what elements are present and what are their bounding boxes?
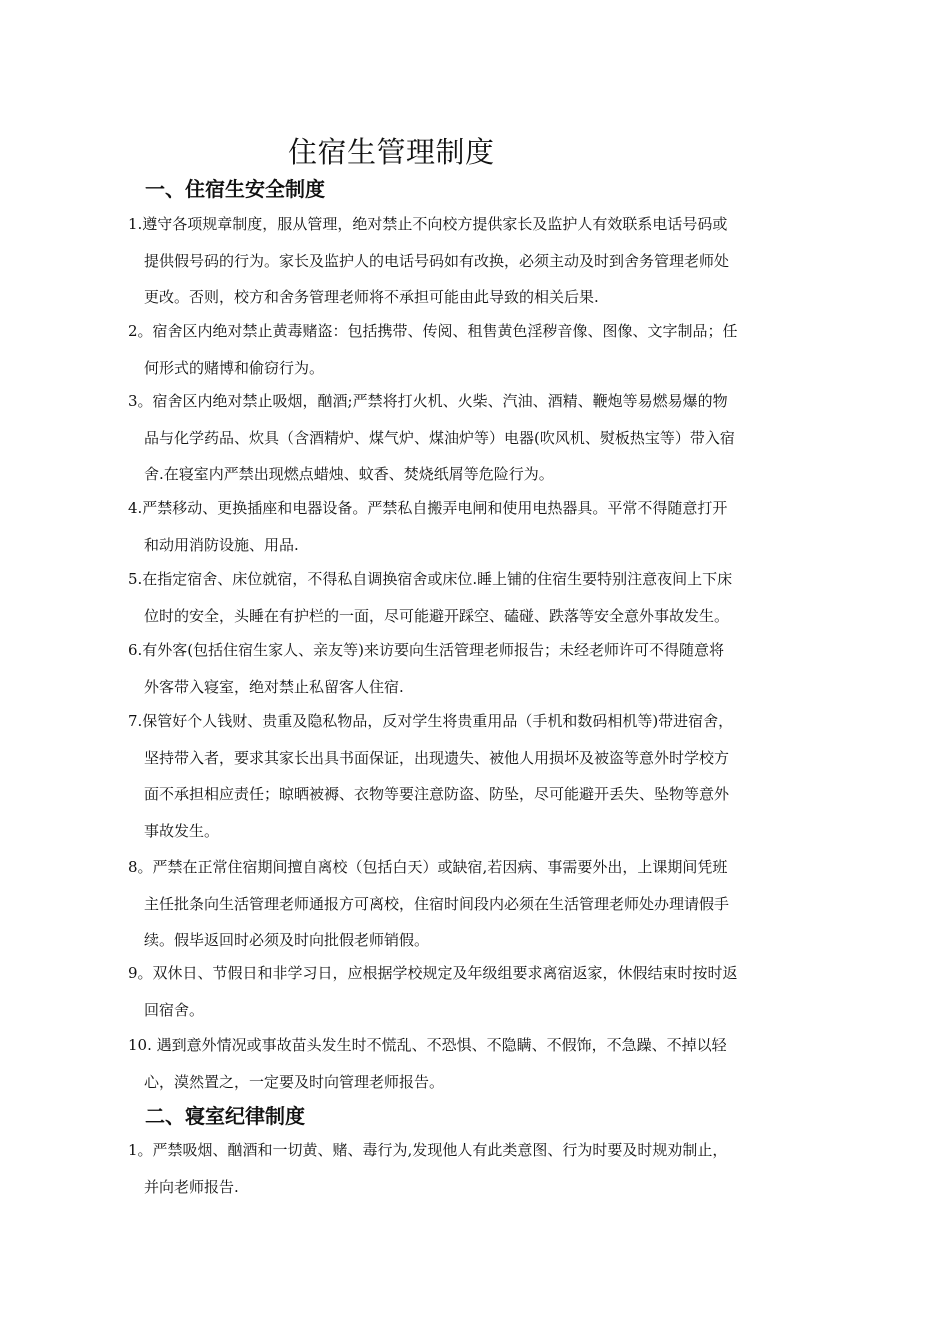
rule-text-line: 提供假号码的行为。家长及监护人的电话号码如有改换，必须主动及时到舍务管理老师处 bbox=[144, 251, 730, 270]
rule-text-line: 2。宿舍区内绝对禁止黄毒赌盗：包括携带、传阅、租售黄色淫秽音像、图像、文字制品；任 bbox=[128, 322, 738, 340]
rule-text-line: 品与化学药品、炊具（含酒精炉、煤气炉、煤油炉等）电器(吹风机、熨板热宝等）带入宿 bbox=[144, 428, 735, 447]
rule-text-line: 何形式的赌博和偷窃行为。 bbox=[144, 358, 325, 377]
rule-item bbox=[128, 640, 808, 713]
rule-item bbox=[128, 963, 808, 1036]
rule-text-line: 舍.在寝室内严禁出现燃点蜡烛、蚊香、焚烧纸屑等危险行为。 bbox=[144, 465, 554, 483]
rule-item bbox=[128, 857, 808, 967]
rule-item bbox=[128, 391, 808, 501]
page-title: 住宿生管理制度 bbox=[288, 135, 495, 169]
rule-text-line: 7.保管好个人钱财、贵重及隐私物品，反对学生将贵重用品（手机和数码相机等)带进宿舍， bbox=[128, 712, 734, 730]
rule-text-line: 10. 遇到意外情况或事故苗头发生时不慌乱、不恐惧、不隐瞒、不假饰，不急躁、不掉以轻 bbox=[128, 1036, 727, 1054]
section-heading: 二、寝室纪律制度 bbox=[145, 1104, 305, 1128]
rule-text-line: 更改。否则，校方和舍务管理老师将不承担可能由此导致的相关后果. bbox=[144, 288, 599, 306]
rule-text-line: 心，漠然置之，一定要及时向管理老师报告。 bbox=[144, 1072, 445, 1091]
rule-item bbox=[128, 214, 808, 324]
rule-text-line: 1.遵守各项规章制度，服从管理，绝对禁止不向校方提供家长及监护人有效联系电话号码或 bbox=[128, 215, 728, 233]
rule-item bbox=[128, 321, 808, 394]
section-heading: 一、住宿生安全制度 bbox=[145, 177, 325, 201]
rule-text-line: 位时的安全，头睡在有护栏的一面，尽可能避开踩空、磕碰、跌落等安全意外事故发生。 bbox=[144, 606, 730, 625]
rule-text-line: 事故发生。 bbox=[144, 821, 220, 840]
rule-item bbox=[128, 569, 808, 642]
rule-text-line: 回宿舍。 bbox=[144, 1000, 205, 1019]
rule-text-line: 并向老师报告. bbox=[144, 1177, 239, 1196]
rule-text-line: 3。宿舍区内绝对禁止吸烟，酗酒;严禁将打火机、火柴、汽油、酒精、鞭炮等易燃易爆的物 bbox=[128, 392, 728, 410]
rule-text-line: 9。双休日、节假日和非学习日，应根据学校规定及年级组要求离宿返家，休假结束时按时返 bbox=[128, 964, 738, 982]
rule-text-line: 和动用消防设施、用品. bbox=[144, 535, 299, 554]
rule-text-line: 外客带入寝室，绝对禁止私留客人住宿. bbox=[144, 677, 404, 696]
rule-text-line: 5.在指定宿舍、床位就宿，不得私自调换宿舍或床位.睡上铺的住宿生要特别注意夜间上下床 bbox=[128, 570, 733, 588]
rule-item bbox=[128, 498, 808, 571]
rule-item bbox=[128, 711, 808, 857]
rule-item bbox=[128, 1035, 808, 1108]
rule-text-line: 4.严禁移动、更换插座和电器设备。严禁私自搬弄电闸和使用电热器具。平常不得随意打开 bbox=[128, 499, 728, 517]
rule-text-line: 1。严禁吸烟、酗酒和一切黄、赌、毒行为,发现他人有此类意图、行为时要及时规劝制止， bbox=[128, 1141, 728, 1159]
rule-item bbox=[128, 1140, 808, 1213]
rule-text-line: 8。严禁在正常住宿期间擅自离校（包括白天）或缺宿,若因病、事需要外出，上课期间凭班 bbox=[128, 858, 728, 876]
rule-text-line: 续。假毕返回时必须及时向批假老师销假。 bbox=[144, 931, 430, 949]
rule-text-line: 主任批条向生活管理老师通报方可离校，住宿时间段内必须在生活管理老师处办理请假手 bbox=[144, 894, 730, 913]
rule-text-line: 6.有外客(包括住宿生家人、亲友等)来访要向生活管理老师报告；未经老师许可不得随意将 bbox=[128, 641, 725, 659]
rule-text-line: 面不承担相应责任；晾晒被褥、衣物等要注意防盗、防坠，尽可能避开丢失、坠物等意外 bbox=[144, 785, 730, 803]
rule-text-line: 坚持带入者，要求其家长出具书面保证，出现遗失、被他人用损坏及被盗等意外时学校方 bbox=[144, 748, 730, 767]
